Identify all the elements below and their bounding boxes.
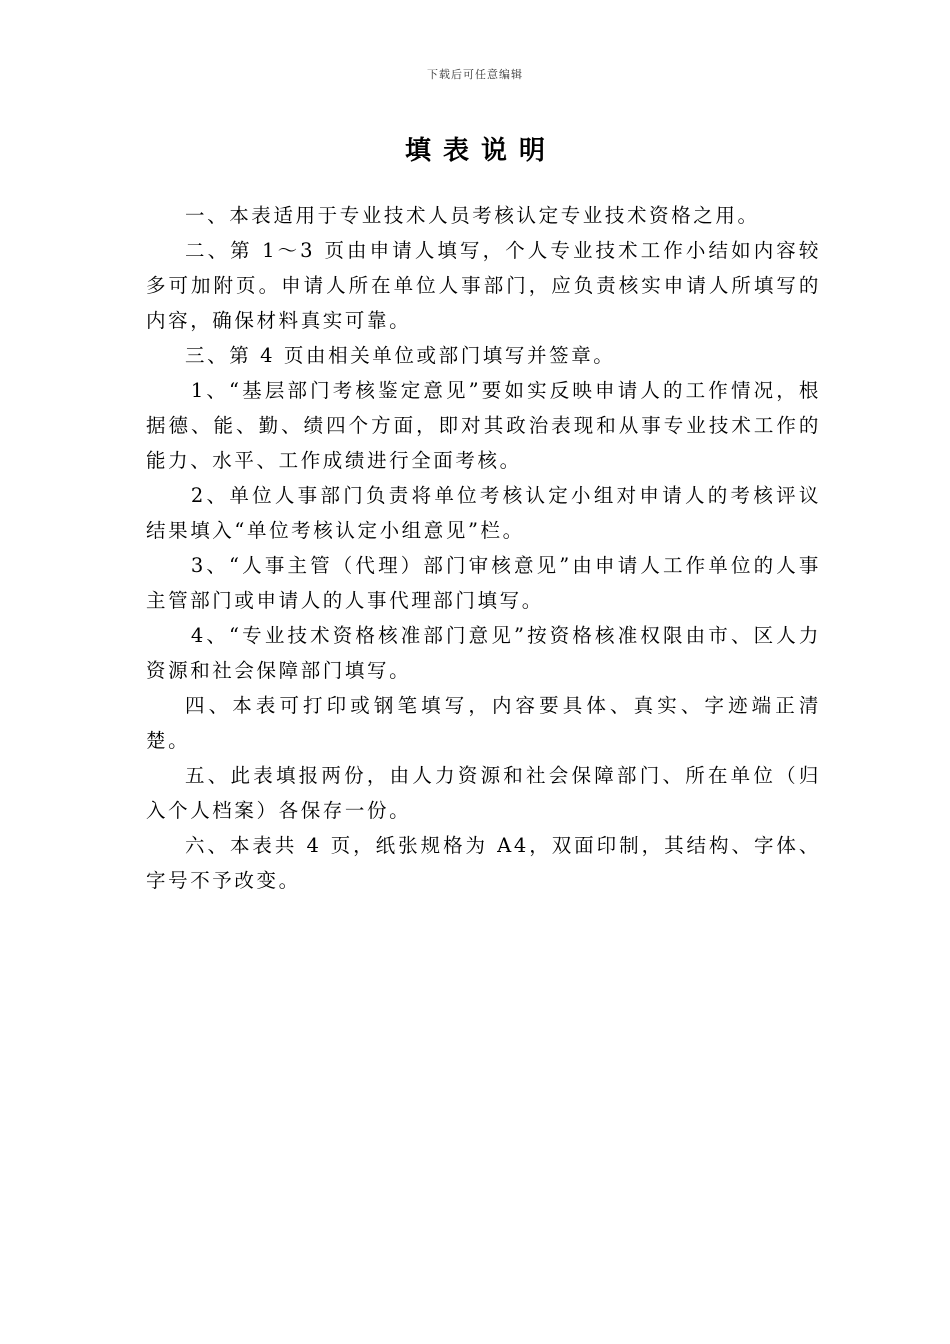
instruction-subitem-4: 4、“专业技术资格核准部门意见”按资格核准权限由市、区人力资源和社会保障部门填写。 [146,624,821,682]
page-title: 填表说明 [404,136,557,166]
instructions-body [146,198,821,898]
instruction-subitem-1: 1、“基层部门考核鉴定意见”要如实反映申请人的工作情况，根据德、能、勤、绩四个方面，即对其政治表现和从事专业技术工作的能力、水平、工作成绩进行全面考核。 [146,379,821,472]
instruction-subitem-3: 3、“人事主管（代理）部门审核意见”由申请人工作单位的人事主管部门或申请人的人事代理部门填写。 [146,554,821,612]
instruction-paragraph-4: 四、本表可打印或钢笔填写，内容要具体、真实、字迹端正清楚。 [146,694,821,752]
instruction-paragraph-1: 一、本表适用于专业技术人员考核认定专业技术资格之用。 [185,204,760,227]
download-note: 下载后可任意编辑 [427,68,523,81]
instruction-subitem-2: 2、单位人事部门负责将单位考核认定小组对申请人的考核评议结果填入“单位考核认定小组意见”栏。 [146,484,821,542]
instruction-paragraph-6: 六、本表共 4 页，纸张规格为 A4，双面印制，其结构、字体、字号不予改变。 [146,834,821,892]
instruction-paragraph-5: 五、此表填报两份，由人力资源和社会保障部门、所在单位（归入个人档案）各保存一份。 [146,764,821,822]
instruction-paragraph-3: 三、第 4 页由相关单位或部门填写并签章。 [185,344,616,367]
instruction-paragraph-2: 二、第 1～3 页由申请人填写，个人专业技术工作小结如内容较多可加附页。申请人所在单位人事部门，应负责核实申请人所填写的内容，确保材料真实可靠。 [146,239,821,332]
